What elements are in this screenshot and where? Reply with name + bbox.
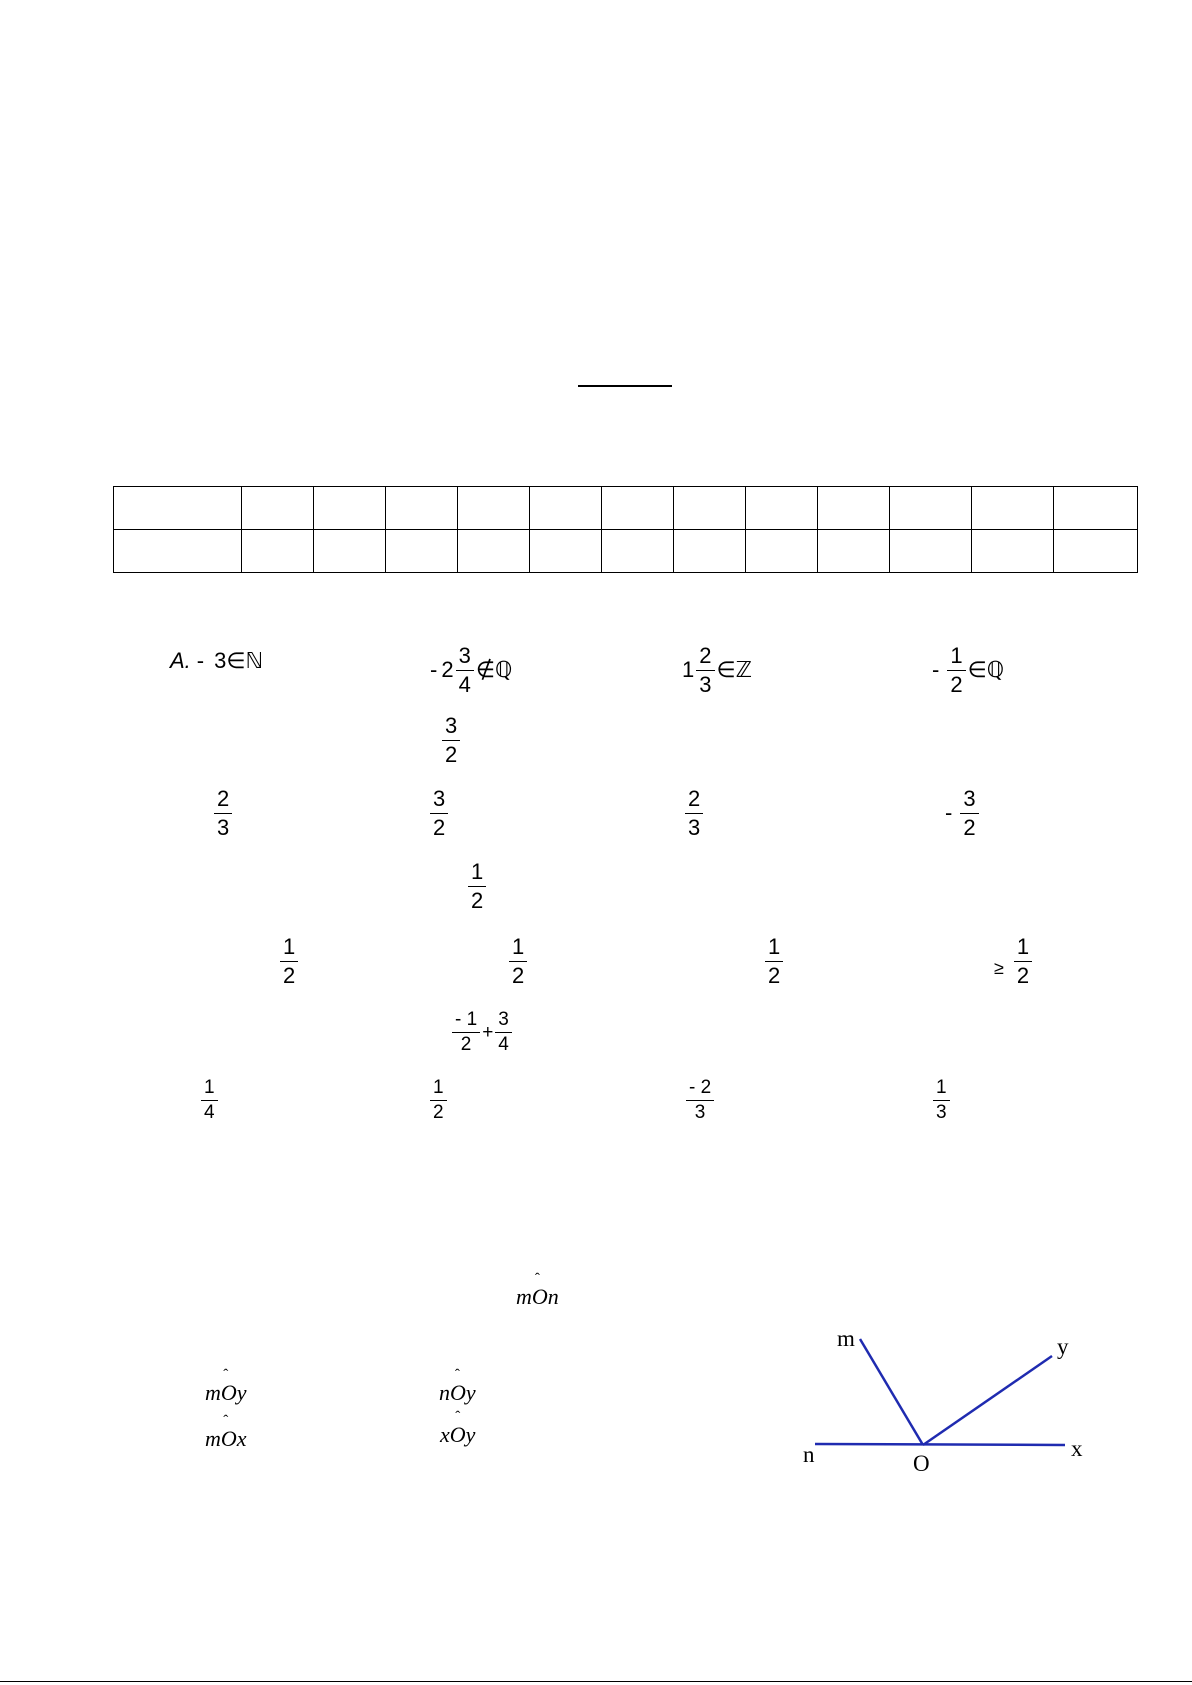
answer-grid-cell — [114, 487, 242, 530]
denominator: 4 — [498, 1033, 509, 1055]
numerator: 1 — [204, 1077, 215, 1098]
fraction — [509, 933, 527, 989]
numerator: - 1 — [455, 1009, 478, 1030]
fraction — [947, 642, 965, 698]
angle-label: mOy — [205, 1380, 247, 1405]
denominator: 2 — [433, 814, 446, 840]
answer-grid-cell — [458, 530, 530, 573]
fraction — [495, 1008, 512, 1057]
answer-grid-cell — [818, 487, 890, 530]
fraction — [442, 712, 460, 768]
q5-option-d — [440, 1410, 475, 1446]
answer-grid-row-answer — [114, 530, 1138, 573]
q3-option-c — [763, 933, 785, 989]
answer-grid-cell — [746, 530, 818, 573]
relation-symbol: ∈ — [967, 657, 987, 682]
q1-option-d — [932, 642, 1004, 698]
fraction — [933, 1076, 950, 1125]
answer-grid-cell — [458, 487, 530, 530]
numerator: 1 — [1016, 934, 1030, 959]
denominator: 3 — [936, 1101, 947, 1123]
denominator: 2 — [963, 814, 976, 840]
q5-option-a — [205, 1368, 247, 1404]
answer-grid-cell — [314, 530, 386, 573]
q2-option-d — [945, 785, 981, 841]
q4-stem-expression — [450, 1008, 514, 1057]
answer-grid-cell — [674, 530, 746, 573]
relation-symbol: ∈ — [226, 648, 246, 673]
denominator: 3 — [694, 1101, 706, 1123]
denominator: 2 — [460, 1033, 472, 1055]
denominator: 2 — [445, 741, 458, 767]
denominator: 2 — [768, 962, 781, 988]
answer-grid-cell — [674, 487, 746, 530]
q1-option-c — [682, 642, 752, 698]
answer-grid-cell — [242, 487, 314, 530]
answer-grid-cell — [746, 487, 818, 530]
fraction — [452, 1008, 480, 1057]
angle-hat: ˆ — [223, 1413, 229, 1429]
label-n: n — [803, 1442, 815, 1467]
denominator: 4 — [458, 671, 471, 697]
q5-stem-angle — [516, 1272, 559, 1308]
q2-option-a — [212, 785, 234, 841]
denominator: 3 — [699, 671, 712, 697]
answer-grid — [113, 486, 1138, 573]
fraction — [280, 933, 298, 989]
q2-option-c — [683, 785, 705, 841]
denominator: 2 — [283, 962, 296, 988]
angle-hat: ˆ — [534, 1271, 540, 1287]
numerator: 3 — [445, 713, 458, 738]
relation-symbol: ∈ — [716, 657, 736, 682]
ray-oy — [923, 1356, 1052, 1445]
numerator: 2 — [699, 643, 712, 668]
fraction — [960, 785, 978, 841]
denominator: 4 — [204, 1101, 215, 1123]
answer-grid-cell — [530, 530, 602, 573]
answer-grid-cell — [602, 530, 674, 573]
answer-grid-row-question — [114, 487, 1138, 530]
q5-option-b — [439, 1368, 476, 1404]
numerator: 1 — [768, 934, 781, 959]
answer-grid-cell — [972, 487, 1054, 530]
angle-hat: ˆ — [223, 1367, 229, 1383]
label-x: x — [1071, 1436, 1083, 1461]
q2-option-b — [428, 785, 450, 841]
numerator: 1 — [471, 859, 484, 884]
fraction — [765, 933, 783, 989]
sign: - — [196, 648, 205, 673]
line-nx — [815, 1444, 1065, 1445]
angle-label: mOx — [205, 1426, 247, 1451]
set-symbol: ℤ — [735, 657, 753, 682]
answer-grid-cell — [242, 530, 314, 573]
numerator: 3 — [963, 786, 976, 811]
answer-grid-cell — [1054, 530, 1138, 573]
integer: 3 — [214, 648, 227, 673]
answer-grid-cell — [314, 487, 386, 530]
set-symbol: ℚ — [986, 657, 1005, 682]
denominator: 2 — [512, 962, 525, 988]
numerator: 1 — [512, 934, 525, 959]
numerator: 1 — [433, 1077, 444, 1098]
q5-option-c — [205, 1414, 247, 1450]
angle-label: mOn — [516, 1284, 559, 1309]
sign: - — [945, 800, 953, 825]
angle-figure — [795, 1315, 1095, 1480]
fraction — [1014, 933, 1032, 989]
q4-option-c — [684, 1076, 716, 1125]
angle-hat: ˆ — [454, 1367, 460, 1383]
answer-grid-cell — [890, 530, 972, 573]
answer-grid-cell — [386, 530, 458, 573]
label-m: m — [837, 1326, 855, 1351]
denominator: 2 — [950, 671, 963, 697]
numerator: 2 — [217, 786, 230, 811]
fraction — [686, 1076, 714, 1125]
q1-option-a — [170, 650, 263, 672]
footer-rule — [0, 1681, 1192, 1682]
q1-option-b — [430, 642, 512, 698]
answer-grid-cell — [972, 530, 1054, 573]
q4-option-a — [199, 1076, 220, 1125]
title-underline — [578, 385, 672, 387]
denominator: 3 — [688, 814, 701, 840]
angle-label: xOy — [440, 1422, 476, 1447]
denominator: 2 — [1016, 962, 1030, 988]
set-symbol: ℚ — [495, 657, 513, 682]
q4-option-d — [931, 1076, 952, 1125]
option-letter: A. — [170, 648, 191, 673]
q4-option-b — [428, 1076, 449, 1125]
relation-symbol: ∉ — [475, 657, 495, 682]
numerator: 3 — [433, 786, 446, 811]
fraction — [430, 785, 448, 841]
fraction — [685, 785, 703, 841]
numerator: - 2 — [689, 1077, 712, 1098]
fraction — [456, 642, 474, 698]
label-y: y — [1057, 1334, 1069, 1359]
numerator: 3 — [458, 643, 471, 668]
answer-grid-cell — [890, 487, 972, 530]
answer-grid-cell — [818, 530, 890, 573]
answer-grid-cell — [602, 487, 674, 530]
numerator: 2 — [688, 786, 701, 811]
numerator: 1 — [936, 1077, 947, 1098]
denominator: 3 — [217, 814, 230, 840]
relation-symbol: ≥ — [994, 958, 1004, 978]
integer: 1 — [682, 657, 695, 682]
denominator: 2 — [471, 887, 484, 913]
fraction — [430, 1076, 447, 1125]
integer: 2 — [441, 657, 454, 682]
sign: - — [932, 657, 940, 682]
angle-label: nOy — [439, 1380, 476, 1405]
answer-grid-cell — [114, 530, 242, 573]
answer-grid-cell — [1054, 487, 1138, 530]
q3-stem-fraction — [466, 858, 488, 914]
fraction — [214, 785, 232, 841]
answer-grid-cell — [386, 487, 458, 530]
fraction — [468, 858, 486, 914]
q3-option-a — [278, 933, 300, 989]
sign: - — [430, 657, 438, 682]
numerator: 1 — [283, 934, 296, 959]
operator: + — [482, 1021, 494, 1043]
label-o: O — [913, 1451, 930, 1476]
set-symbol: ℕ — [245, 648, 264, 673]
q2-stem-fraction — [440, 712, 462, 768]
ray-om — [860, 1339, 923, 1445]
q3-option-b — [507, 933, 529, 989]
q3-option-d — [994, 933, 1034, 989]
angle-hat: ˆ — [455, 1409, 461, 1425]
fraction — [201, 1076, 218, 1125]
numerator: 3 — [498, 1009, 509, 1030]
denominator: 2 — [433, 1101, 444, 1123]
fraction — [696, 642, 714, 698]
numerator: 1 — [950, 643, 963, 668]
answer-grid-cell — [530, 487, 602, 530]
